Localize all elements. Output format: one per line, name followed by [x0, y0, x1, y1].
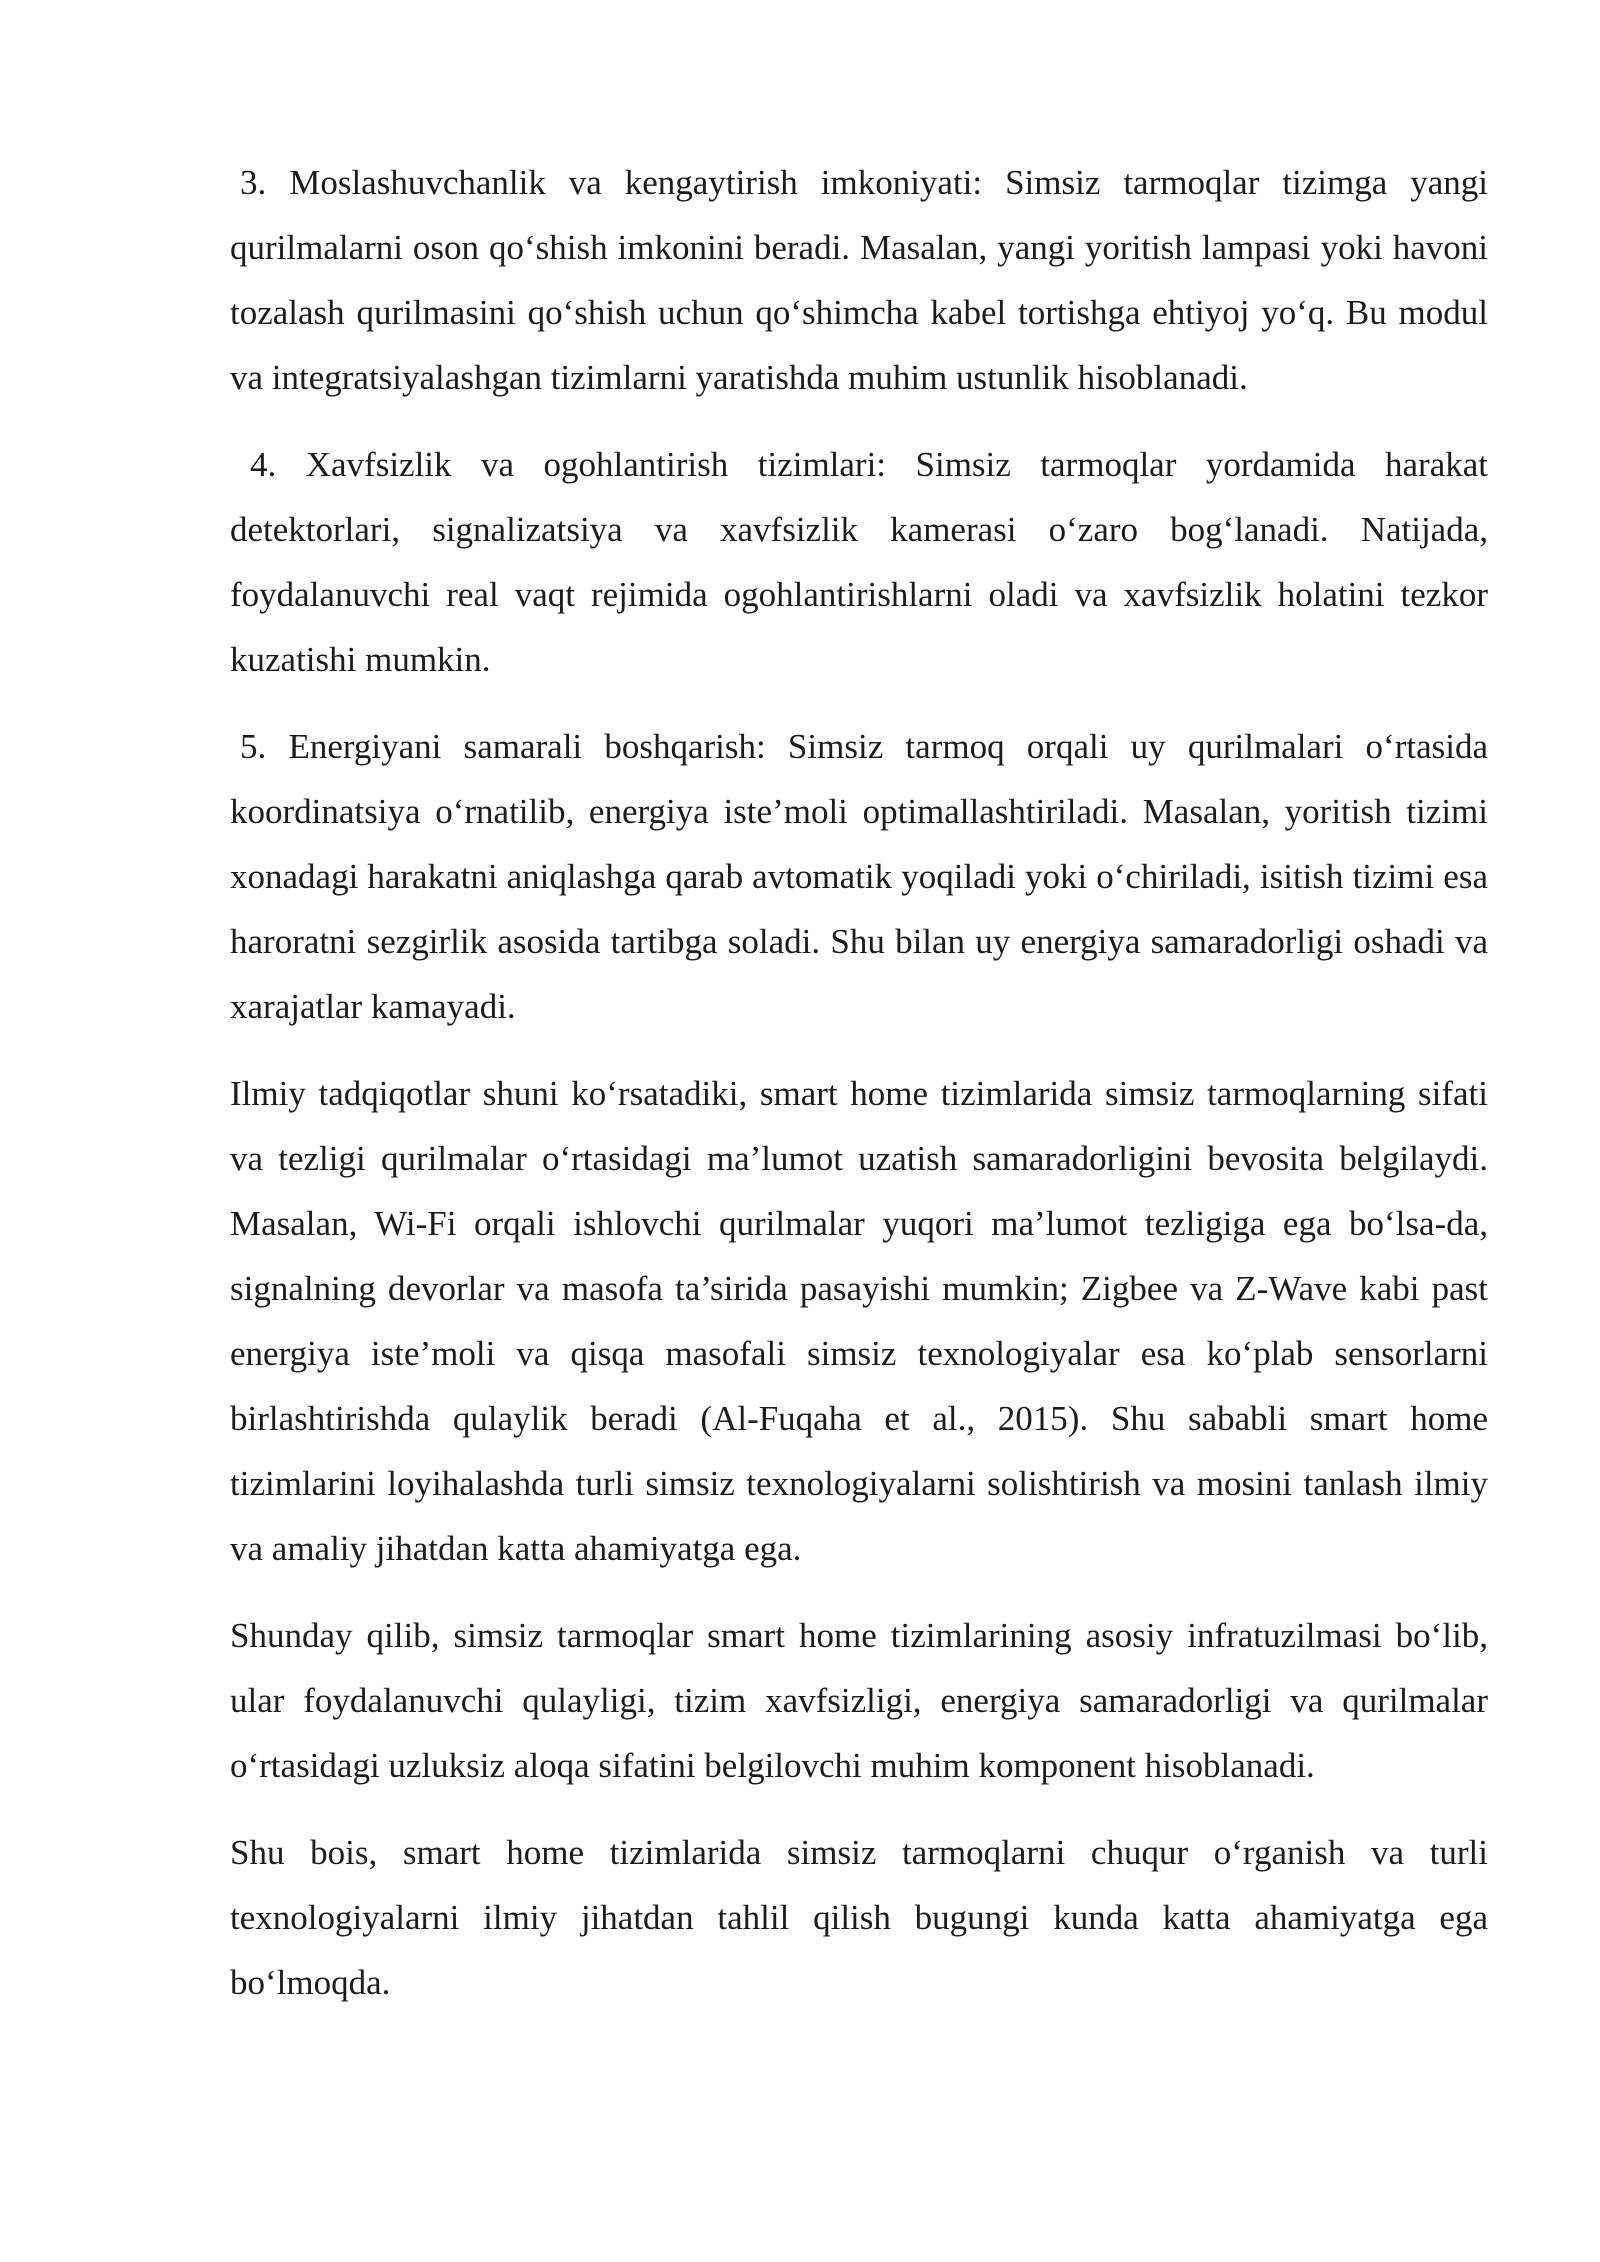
- list-item-security: 4. Xavfsizlik va ogohlantirish tizimlari: Simsiz tarmoqlar yordamida harakat detektorlari, signalizatsiya va xavfsizlik kamerasi o‘zaro bog‘lanadi. Natijada, foydalanuvchi real vaqt rejimida ogohlantirishlarni oladi va xavfsizlik holatini tezkor kuzatishi mumkin.: [230, 445, 1488, 679]
- paragraph-final: Shu bois, smart home tizimlarida simsiz tarmoqlarni chuqur o‘rganish va turli texnologiyalarni ilmiy jihatdan tahlil qilish bugungi kunda katta ahamiyatga ega bo‘lmoqda.: [230, 1833, 1488, 2002]
- document-body: [230, 150, 1488, 2037]
- paragraph-research: Ilmiy tadqiqotlar shuni ko‘rsatadiki, smart home tizimlarida simsiz tarmoqlarning sifati va tezligi qurilmalar o‘rtasidagi ma’lumot uzatish samaradorligini bevosita belgilaydi. Masalan, Wi-Fi orqali ishlovchi qurilmalar yuqori ma’lumot tezligiga ega bo‘lsa-da, signalning devorlar va masofa ta’sirida pasayishi mumkin; Zigbee va Z-Wave kabi past energiya iste’moli va qisqa masofali simsiz texnologiyalar esa ko‘plab sensorlarni birlashtirishda qulaylik beradi (Al-Fuqaha et al., 2015). Shu sababli smart home tizimlarini loyihalashda turli simsiz texnologiyalarni solishtirish va mosini tanlash ilmiy va amaliy jihatdan katta ahamiyatga ega.: [230, 1074, 1488, 1568]
- list-item-energy: 5. Energiyani samarali boshqarish: Simsiz tarmoq orqali uy qurilmalari o‘rtasida koordinatsiya o‘rnatilib, energiya iste’moli optimallashtiriladi. Masalan, yoritish tizimi xonadagi harakatni aniqlashga qarab avtomatik yoqiladi yoki o‘chiriladi, isitish tizimi esa haroratni sezgirlik asosida tartibga soladi. Shu bilan uy energiya samaradorligi oshadi va xarajatlar kamayadi.: [230, 727, 1488, 1026]
- list-item-flexibility: 3. Moslashuvchanlik va kengaytirish imkoniyati: Simsiz tarmoqlar tizimga yangi qurilmalarni oson qo‘shish imkonini beradi. Masalan, yangi yoritish lampasi yoki havoni tozalash qurilmasini qo‘shish uchun qo‘shimcha kabel tortishga ehtiyoj yo‘q. Bu modul va integratsiyalashgan tizimlarni yaratishda muhim ustunlik hisoblanadi.: [230, 163, 1488, 397]
- paragraph-conclusion: Shunday qilib, simsiz tarmoqlar smart home tizimlarining asosiy infratuzilmasi bo‘lib, ular foydalanuvchi qulayligi, tizim xavfsizligi, energiya samaradorligi va qurilmalar o‘rtasidagi uzluksiz aloqa sifatini belgilovchi muhim komponent hisoblanadi.: [230, 1616, 1488, 1785]
